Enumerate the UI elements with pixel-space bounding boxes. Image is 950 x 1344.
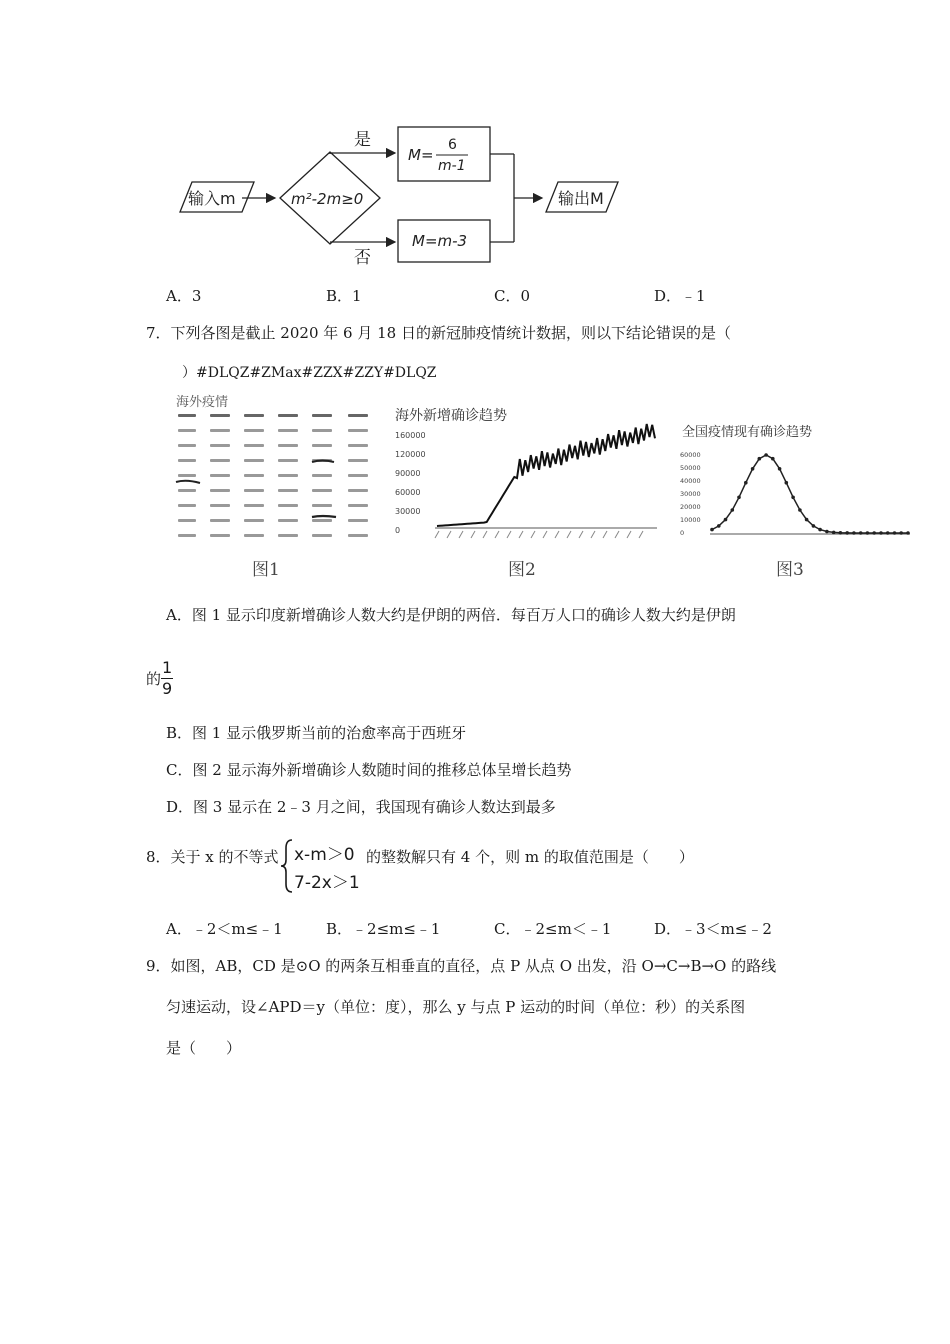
table-cell [244, 534, 264, 537]
table-cell [278, 489, 298, 492]
table-cell [210, 504, 230, 507]
table-cell [244, 489, 264, 492]
fig3-point [839, 531, 843, 535]
fig1-caption: 图1 [252, 560, 280, 580]
left-brace [280, 838, 294, 894]
fig2-x-tick [519, 531, 523, 538]
table-cell [244, 474, 264, 477]
pen-mark [176, 481, 200, 483]
q9-line1: 9．如图，AB，CD 是⊙O 的两条互相垂直的直径，点 P 从点 O 出发，沿 O→C→B→O 的路线 [146, 957, 777, 975]
fig3-point [724, 518, 728, 522]
fig2-series-line [437, 424, 655, 526]
fig3-y-tick-label: 0 [680, 529, 685, 537]
table-cell [178, 459, 196, 462]
fig2-x-tick [567, 531, 571, 538]
fig3-point [859, 531, 863, 535]
fig3-point [906, 531, 910, 535]
fig2-x-tick [447, 531, 451, 538]
fig2-x-tick [507, 531, 511, 538]
fig3-point [758, 457, 762, 461]
fig3-point [771, 457, 775, 461]
table-cell [244, 429, 264, 432]
table-cell [348, 534, 368, 537]
table-cell [244, 504, 264, 507]
table-cell [312, 519, 332, 522]
fig2-x-tick [543, 531, 547, 538]
table-cell [210, 414, 230, 417]
q7-stem-cont: ）#DLQZ#ZMax#ZZX#ZZY#DLQZ [182, 365, 437, 381]
table-cell [244, 519, 264, 522]
fig2-y-tick-label: 60000 [395, 488, 421, 497]
fig3-point [717, 524, 721, 528]
q8-option-b: B．﹣2≤m≤﹣1 [326, 920, 441, 938]
fig3-point [764, 453, 768, 457]
fig3-point [825, 530, 829, 534]
yes-box-numerator: 6 [448, 137, 457, 153]
table-cell [348, 474, 368, 477]
fig3-point [744, 481, 748, 485]
fig3-point [818, 528, 822, 532]
fig2-title: 海外新增确诊趋势 [395, 408, 507, 424]
fig3-point [737, 496, 741, 500]
q7-option-a-fraction [161, 660, 173, 697]
q7-option-a-line1: A．图 1 显示印度新增确诊人数大约是伊朗的两倍．每百万人口的确诊人数大约是伊朗 [166, 606, 736, 624]
table-cell [178, 444, 196, 447]
fig3-point [879, 531, 883, 535]
fig3-point [791, 496, 795, 500]
fig2-x-tick [639, 531, 643, 538]
table-cell [312, 504, 332, 507]
fig3-point [866, 531, 870, 535]
fig2-x-tick [495, 531, 499, 538]
q6-option-c: C．0 [494, 287, 531, 305]
fig3-y-tick-label: 10000 [680, 516, 701, 524]
fig2-x-tick [627, 531, 631, 538]
table-cell [178, 474, 196, 477]
fig3-point [852, 531, 856, 535]
output-label: 输出M [558, 189, 604, 208]
q7-option-a-line2 [146, 660, 173, 697]
fig2-x-tick [471, 531, 475, 538]
table-cell [278, 519, 298, 522]
table-cell [348, 444, 368, 447]
table-cell [278, 414, 298, 417]
q8-inequality-system [280, 838, 370, 894]
table-cell [348, 519, 368, 522]
yes-box-lhs: M= [408, 146, 434, 164]
fig3-point [893, 531, 897, 535]
table-cell [210, 459, 230, 462]
table-cell [312, 429, 332, 432]
table-cell [312, 534, 332, 537]
fraction-denominator: 9 [162, 679, 173, 698]
fig3-series-line [712, 455, 908, 533]
table-cell [348, 489, 368, 492]
fig3-point [812, 524, 816, 528]
fig3-y-tick-label: 30000 [680, 490, 701, 498]
fig2-x-tick [591, 531, 595, 538]
fig2-x-tick [435, 531, 439, 538]
q6-option-a: A．3 [166, 287, 202, 305]
figure-2-chart [395, 404, 670, 554]
fig3-caption: 图3 [776, 560, 804, 580]
fig1-title: 海外疫情 [176, 395, 229, 410]
table-cell [210, 519, 230, 522]
fig3-y-tick-label: 60000 [680, 451, 701, 459]
table-cell [348, 459, 368, 462]
table-cell [278, 534, 298, 537]
table-cell [244, 414, 264, 417]
figure-3-chart [680, 422, 915, 552]
fig2-y-tick-label: 90000 [395, 469, 421, 478]
fig3-point [832, 531, 836, 535]
fig3-point [710, 528, 714, 532]
table-cell [278, 429, 298, 432]
input-label: 输入m [188, 189, 236, 208]
table-cell [244, 459, 264, 462]
fig3-point [785, 481, 789, 485]
figure-1-table [172, 392, 382, 552]
table-cell [178, 534, 196, 537]
fig2-y-tick-label: 160000 [395, 431, 426, 440]
fig3-point [805, 518, 809, 522]
q9-line3: 是（ ） [166, 1039, 242, 1057]
fig2-x-tick [531, 531, 535, 538]
fig3-y-tick-label: 20000 [680, 503, 701, 511]
fig2-x-tick [579, 531, 583, 538]
fig3-y-tick-label: 50000 [680, 464, 701, 472]
q8-option-d: D．﹣3＜m≤﹣2 [654, 920, 772, 938]
fraction-numerator: 1 [162, 658, 173, 677]
table-cell [278, 474, 298, 477]
no-label: 否 [354, 248, 371, 268]
no-box-label: M=m-3 [412, 232, 468, 250]
fig3-y-tick-label: 40000 [680, 477, 701, 485]
fig3-point [899, 531, 903, 535]
fig2-x-tick [603, 531, 607, 538]
table-cell [210, 444, 230, 447]
table-cell [278, 504, 298, 507]
fig2-y-tick-label: 0 [395, 526, 401, 535]
q7-option-b: B．图 1 显示俄罗斯当前的治愈率高于西班牙 [166, 724, 467, 742]
table-cell [348, 414, 368, 417]
flowchart [150, 118, 650, 278]
q7-stem: 7．下列各图是截止 2020 年 6 月 18 日的新冠肺疫情统计数据，则以下结论错误的是（ [146, 324, 731, 342]
fig3-point [845, 531, 849, 535]
table-cell [210, 534, 230, 537]
table-cell [278, 444, 298, 447]
q8-option-c: C．﹣2≤m＜﹣1 [494, 920, 612, 938]
fig2-x-tick [459, 531, 463, 538]
fig2-y-tick-label: 30000 [395, 507, 421, 516]
fig3-point [886, 531, 890, 535]
table-cell [312, 489, 332, 492]
fig2-y-tick-label: 120000 [395, 450, 426, 459]
table-cell [178, 519, 196, 522]
fig2-x-tick [483, 531, 487, 538]
fig2-caption: 图2 [508, 560, 536, 580]
q6-option-b: B．1 [326, 287, 362, 305]
inequality-1: x-m＞0 [294, 845, 355, 865]
q7-option-d: D．图 3 显示在 2﹣3 月之间，我国现有确诊人数达到最多 [166, 798, 556, 816]
q9-line2: 匀速运动，设∠APD＝y（单位：度），那么 y 与点 P 运动的时间（单位：秒）的关系图 [166, 998, 746, 1016]
fig2-x-tick [555, 531, 559, 538]
table-cell [312, 414, 332, 417]
fig3-point [731, 508, 735, 512]
table-cell [312, 474, 332, 477]
fig2-x-tick [615, 531, 619, 538]
fig3-point [872, 531, 876, 535]
q7-option-c: C．图 2 显示海外新增确诊人数随时间的推移总体呈增长趋势 [166, 761, 572, 779]
inequality-2: 7-2x＞1 [294, 873, 360, 893]
table-cell [178, 429, 196, 432]
q7-option-a-prefix: 的 [146, 670, 162, 688]
fig3-point [798, 508, 802, 512]
fig3-point [778, 467, 782, 471]
table-cell [312, 444, 332, 447]
fig3-point [751, 467, 755, 471]
table-cell [348, 429, 368, 432]
table-cell [178, 414, 196, 417]
table-cell [178, 504, 196, 507]
q8-stem-suffix: 的整数解只有 4 个，则 m 的取值范围是（ ） [366, 848, 694, 866]
table-cell [210, 429, 230, 432]
table-cell [210, 489, 230, 492]
table-cell [348, 504, 368, 507]
yes-label: 是 [354, 130, 371, 150]
fig3-title: 全国疫情现有确诊趋势 [682, 425, 813, 440]
table-cell [244, 444, 264, 447]
table-cell [210, 474, 230, 477]
q8-stem-prefix: 8．关于 x 的不等式 [146, 848, 279, 866]
pen-mark [312, 516, 336, 517]
yes-box-denominator: m-1 [438, 158, 466, 174]
condition-label: m²-2m≥0 [291, 190, 364, 208]
q6-option-d: D．﹣1 [654, 287, 706, 305]
table-cell [178, 489, 196, 492]
q8-option-a: A．﹣2＜m≤﹣1 [166, 920, 283, 938]
table-cell [278, 459, 298, 462]
